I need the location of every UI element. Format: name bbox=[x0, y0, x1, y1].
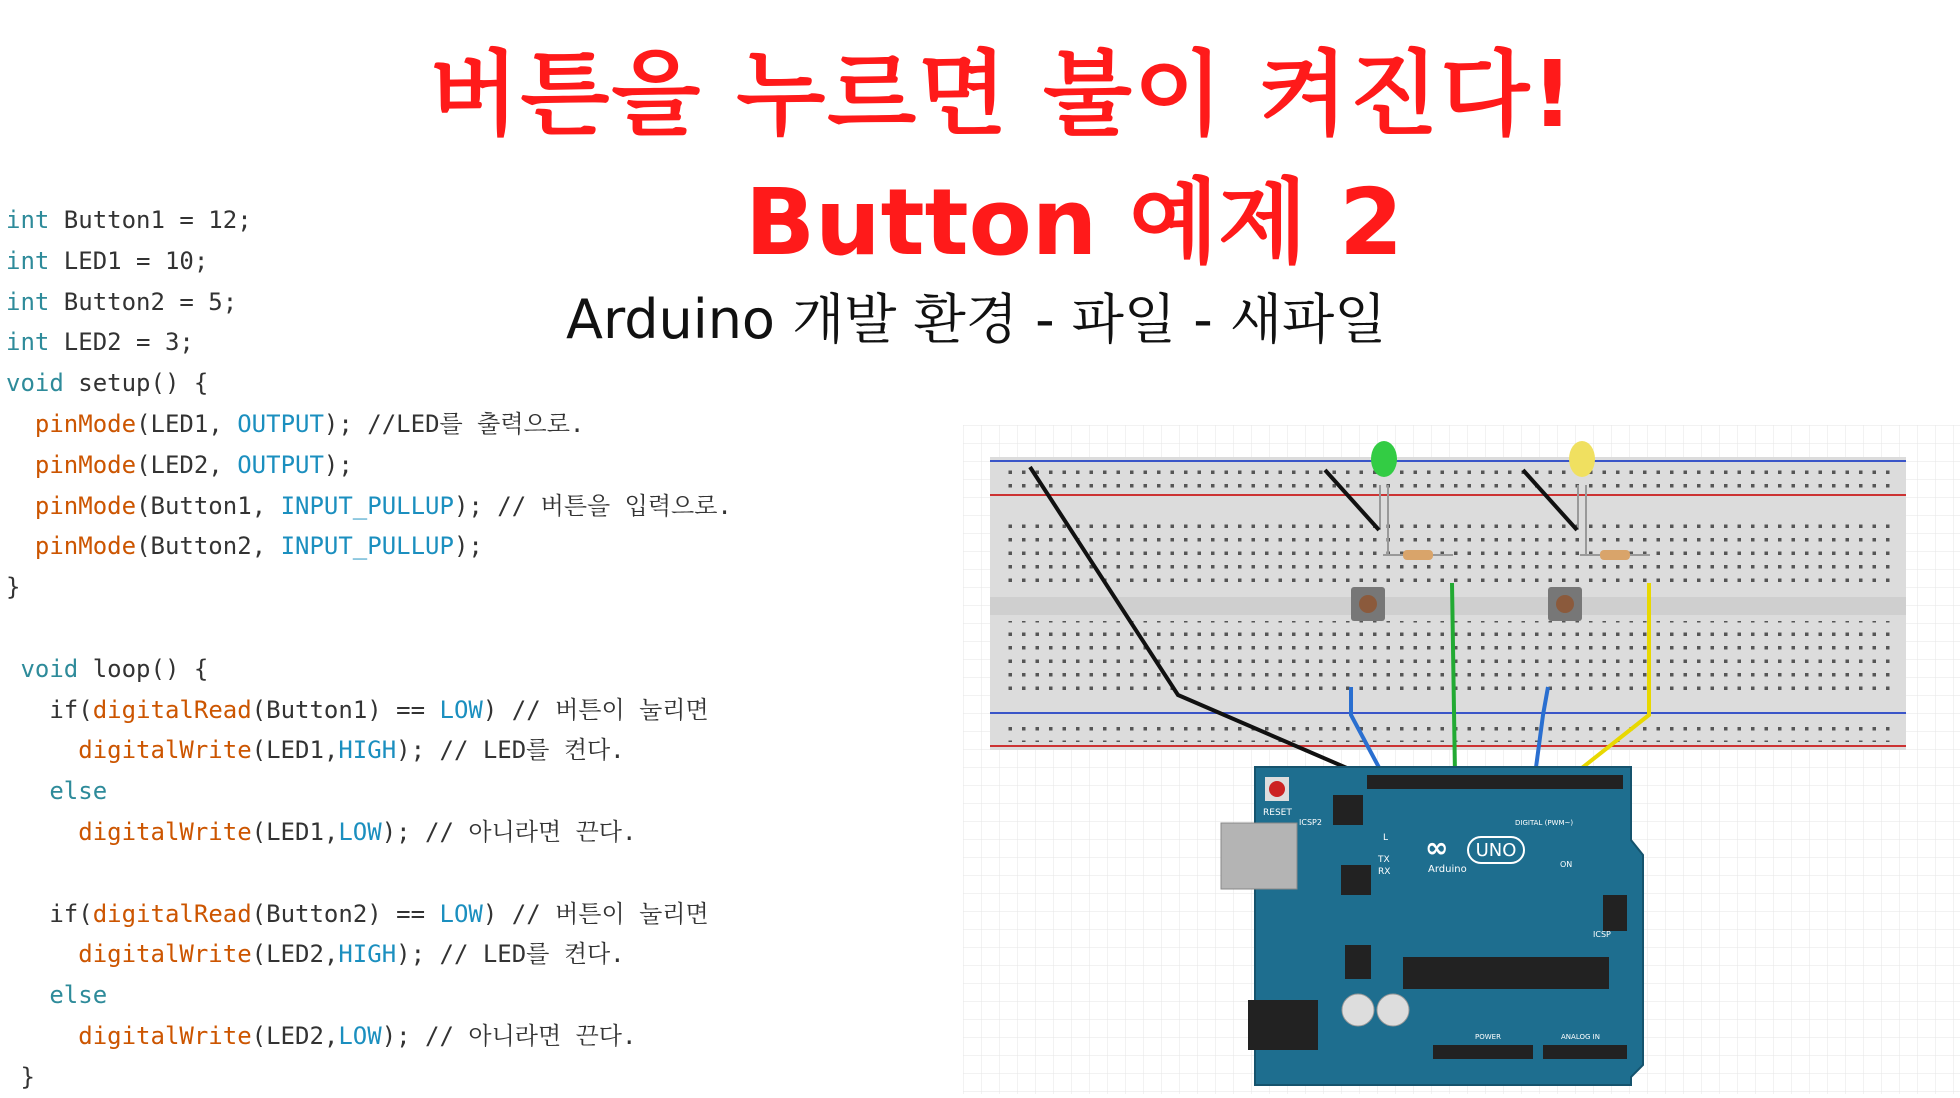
code-text: ) // 버튼이 눌리면 bbox=[482, 695, 709, 724]
code-text: (LED1, bbox=[251, 736, 339, 765]
code-keyword: int bbox=[6, 328, 50, 357]
bottom-power-rail bbox=[1003, 718, 1893, 742]
code-keyword: int bbox=[6, 287, 50, 316]
arduino-infinity-logo: ∞ bbox=[1425, 831, 1449, 864]
code-constant: HIGH bbox=[338, 940, 397, 969]
resistor-1 bbox=[1403, 550, 1433, 560]
code-keyword: int bbox=[6, 206, 50, 234]
code-line bbox=[6, 934, 726, 975]
code-keyword: void bbox=[20, 654, 79, 683]
code-line bbox=[6, 812, 726, 853]
code-text: setup() { bbox=[63, 369, 209, 398]
title-line-2: Button 예제 2 bbox=[745, 169, 1404, 276]
code-function: digitalWrite bbox=[78, 817, 252, 846]
arduino-brand: Arduino bbox=[1428, 864, 1467, 875]
code-line bbox=[6, 282, 726, 323]
code-text: (LED2, bbox=[251, 1021, 339, 1050]
code-line bbox=[6, 526, 726, 567]
code-function: pinMode bbox=[34, 409, 137, 438]
code-keyword: else bbox=[49, 777, 108, 806]
code-text: ); // 버튼을 입력으로. bbox=[453, 491, 732, 520]
pin-tx-label: TX bbox=[1378, 855, 1390, 865]
analog-header bbox=[1543, 1045, 1627, 1059]
icsp2-header bbox=[1333, 795, 1363, 825]
code-text: ); bbox=[453, 532, 483, 561]
code-line bbox=[6, 241, 726, 282]
icsp-header bbox=[1603, 895, 1627, 931]
code-line bbox=[6, 445, 726, 486]
capacitor bbox=[1342, 994, 1374, 1026]
code-constant: INPUT_PULLUP bbox=[280, 532, 454, 561]
code-text: if bbox=[49, 695, 79, 724]
code-line bbox=[6, 486, 732, 527]
resistor-2 bbox=[1600, 550, 1630, 560]
code-text: ) // 버튼이 눌리면 bbox=[482, 899, 709, 928]
code-function: pinMode bbox=[34, 532, 137, 561]
code-function: pinMode bbox=[34, 450, 137, 479]
code-line bbox=[6, 200, 726, 241]
terminal-strip-top bbox=[1003, 517, 1893, 589]
code-line bbox=[6, 894, 726, 935]
code-text: ( bbox=[78, 695, 93, 724]
code-constant: LOW bbox=[338, 1021, 382, 1050]
code-text: ( bbox=[78, 899, 93, 928]
title-line-1: 버튼을 누르면 불이 켜진다! bbox=[429, 41, 1576, 148]
code-constant: LOW bbox=[439, 899, 483, 928]
button-1-cap bbox=[1359, 595, 1377, 613]
code-constant: INPUT_PULLUP bbox=[280, 491, 454, 520]
led-2-yellow bbox=[1569, 441, 1595, 477]
code-constant: OUTPUT bbox=[237, 450, 324, 479]
code-function: pinMode bbox=[34, 491, 137, 520]
code-text: Button2 = 5; bbox=[49, 287, 238, 316]
code-constant: OUTPUT bbox=[237, 409, 324, 438]
reset-label: RESET bbox=[1263, 808, 1292, 818]
code-function: digitalRead bbox=[92, 899, 252, 928]
icsp-label: ICSP bbox=[1593, 930, 1611, 939]
code-text: (Button2, bbox=[136, 532, 281, 561]
code-text: (Button1) == bbox=[251, 695, 440, 724]
code-text: (LED1, bbox=[251, 817, 339, 846]
power-header bbox=[1433, 1045, 1533, 1059]
code-text: ); // 아니라면 끈다. bbox=[381, 1021, 637, 1050]
code-listing bbox=[6, 200, 732, 1098]
usb-port bbox=[1221, 823, 1297, 889]
code-text: ); // LED를 켠다. bbox=[396, 736, 625, 765]
circuit-diagram bbox=[963, 425, 1960, 1094]
code-text: Button1 = 12; bbox=[49, 206, 252, 234]
code-text: loop() { bbox=[78, 654, 209, 683]
code-function: digitalRead bbox=[92, 695, 252, 724]
code-text: (LED2, bbox=[136, 450, 238, 479]
code-line bbox=[6, 1057, 726, 1098]
code-line bbox=[6, 1016, 726, 1057]
code-function: digitalWrite bbox=[78, 940, 252, 969]
digital-header bbox=[1367, 775, 1623, 789]
button-2-cap bbox=[1556, 595, 1574, 613]
code-text: (LED2, bbox=[251, 940, 339, 969]
code-function: digitalWrite bbox=[78, 736, 252, 765]
pin-rx-label: RX bbox=[1378, 867, 1391, 877]
pin-l-label: L bbox=[1383, 833, 1389, 843]
code-text: (Button2) == bbox=[251, 899, 440, 928]
regulator bbox=[1345, 945, 1371, 979]
subtitle: Arduino 개발 환경 - 파일 - 새파일 bbox=[566, 288, 1387, 351]
code-line bbox=[6, 975, 726, 1016]
capacitor bbox=[1377, 994, 1409, 1026]
code-text: if bbox=[49, 899, 79, 928]
code-text: ); bbox=[323, 450, 353, 479]
code-line bbox=[6, 363, 726, 404]
code-blank bbox=[6, 853, 726, 894]
code-text: (LED1, bbox=[136, 409, 238, 438]
code-constant: LOW bbox=[439, 695, 483, 724]
led-1-green bbox=[1371, 441, 1397, 477]
code-line bbox=[6, 404, 726, 445]
code-line bbox=[6, 771, 726, 812]
code-text: (Button1, bbox=[136, 491, 281, 520]
code-text: LED1 = 10; bbox=[49, 246, 209, 275]
code-keyword: void bbox=[6, 369, 64, 398]
code-keyword: else bbox=[49, 981, 108, 1010]
code-text: } bbox=[20, 1062, 35, 1091]
code-function: digitalWrite bbox=[78, 1021, 252, 1050]
code-constant: LOW bbox=[338, 817, 382, 846]
code-text: } bbox=[6, 573, 21, 602]
code-line bbox=[6, 690, 726, 731]
code-text: ); //LED를 출력으로. bbox=[323, 409, 585, 438]
code-line bbox=[6, 567, 726, 608]
reset-button-cap bbox=[1269, 781, 1285, 797]
code-constant: HIGH bbox=[338, 736, 397, 765]
on-label: ON bbox=[1560, 860, 1573, 869]
uno-label: UNO bbox=[1475, 840, 1517, 861]
code-text: LED2 = 3; bbox=[49, 328, 194, 357]
code-keyword: int bbox=[6, 246, 50, 275]
code-text: ); // 아니라면 끈다. bbox=[381, 817, 637, 846]
power-label: POWER bbox=[1475, 1033, 1501, 1041]
power-jack bbox=[1248, 1000, 1318, 1050]
usb-chip bbox=[1341, 865, 1371, 895]
center-channel bbox=[990, 597, 1906, 615]
code-text: ); // LED를 켠다. bbox=[396, 940, 625, 969]
analog-label: ANALOG IN bbox=[1561, 1033, 1600, 1041]
digital-label: DIGITAL (PWM~) bbox=[1515, 819, 1574, 827]
code-line bbox=[6, 649, 726, 690]
code-line bbox=[6, 322, 726, 363]
top-power-rail bbox=[1003, 467, 1893, 492]
atmega-chip bbox=[1403, 957, 1609, 989]
code-line bbox=[6, 730, 726, 771]
code-blank bbox=[6, 608, 726, 649]
icsp2-label: ICSP2 bbox=[1299, 818, 1322, 827]
